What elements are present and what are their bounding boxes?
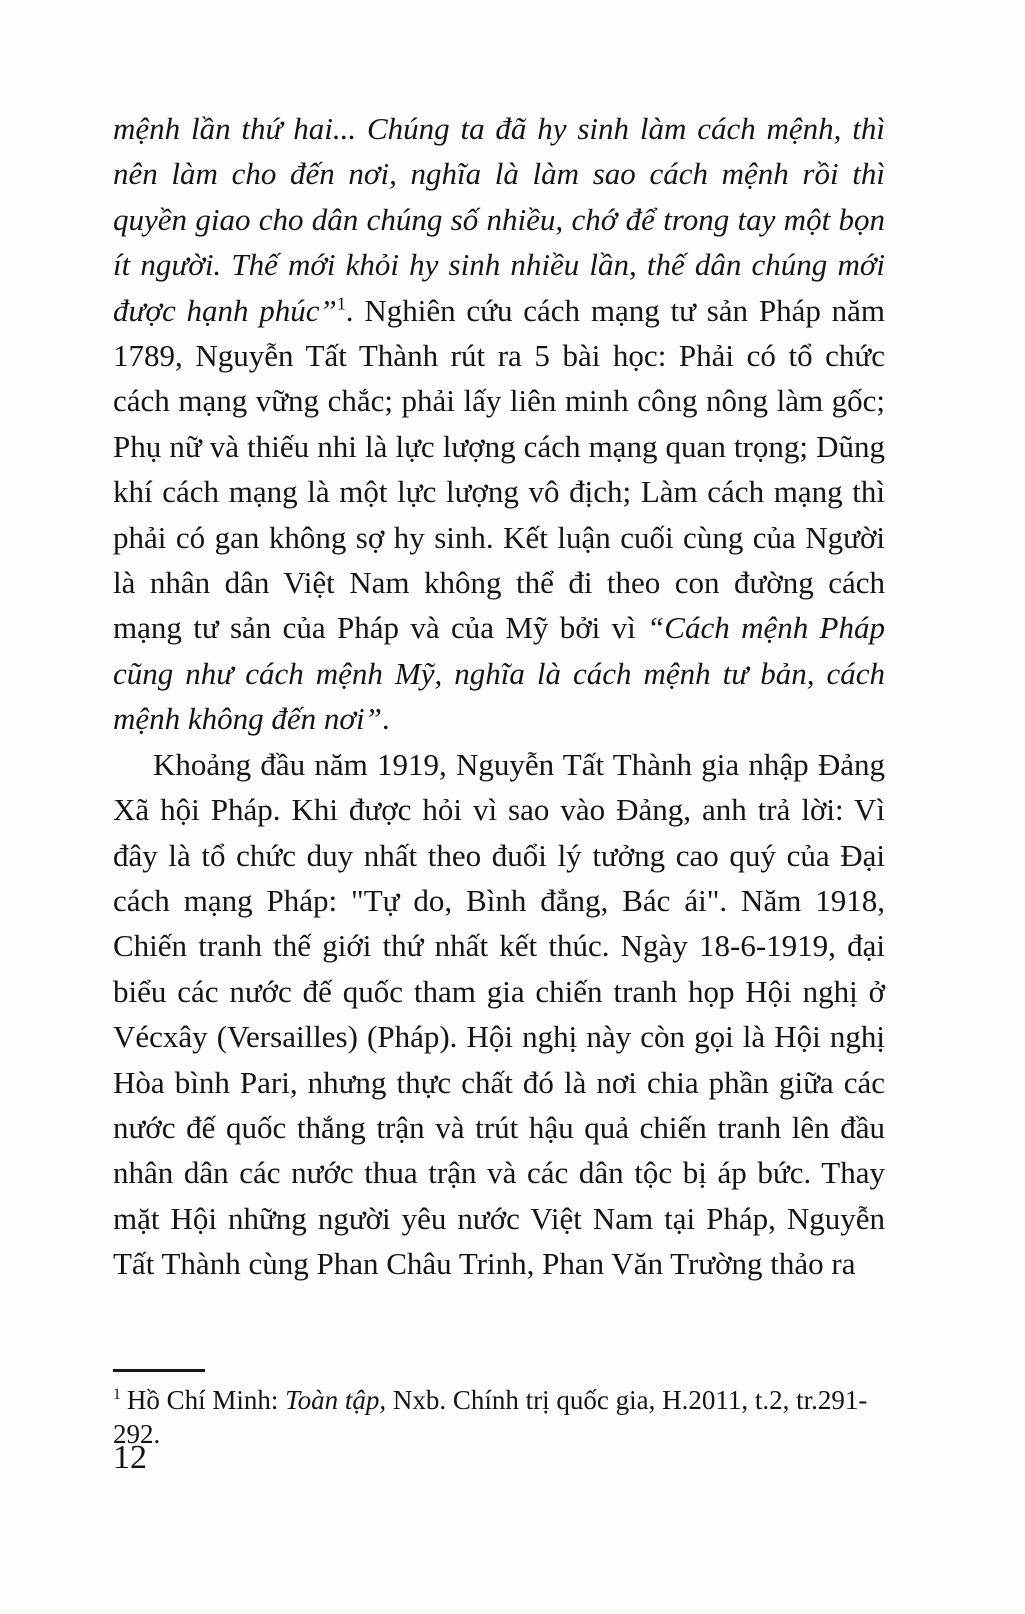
quotation-text: “Cách mệnh Pháp cũng như cách mệnh Mỹ, nghĩa là cách mệnh tư bản, cách mệnh không đến nơi”	[113, 610, 885, 737]
footnote	[113, 1383, 885, 1451]
footnote-area	[113, 1369, 885, 1451]
page-number: 12	[113, 1439, 147, 1476]
footnote-author: Hồ Chí Minh:	[126, 1385, 286, 1415]
footnote-reference-marker: 1	[336, 293, 346, 314]
body-text: .	[381, 701, 390, 737]
body-text: . Nghiên cứu cách mạng tư sản Pháp năm 1789, Nguyễn Tất Thành rút ra 5 bài học: Phải có tổ chức cách mạng vững chắc; phải lấy liên minh công nông làm gốc; Phụ nữ và thiếu nhi là lực lượng cách mạng quan trọng; Dũng khí cách mạng là một lực lượng vô địch; Làm cách mạng thì phải có gan không sợ hy sinh. Kết luận cuối cùng của Người là nhân dân Việt Nam không thể đi theo con đường cách mạng tư sản của Pháp và của Mỹ bởi vì	[113, 292, 885, 646]
body-text: Khoảng đầu năm 1919, Nguyễn Tất Thành gia nhập Đảng Xã hội Pháp. Khi được hỏi vì sao vào Đảng, anh trả lời: Vì đây là tổ chức duy nhất theo đuổi lý tưởng cao quý của Đại cách mạng Pháp: "Tự do, Bình đẳng, Bác ái". Năm 1918, Chiến tranh thế giới thứ nhất kết thúc. Ngày 18-6-1919, đại biểu các nước đế quốc tham gia chiến tranh họp Hội nghị ở Vécxây (Versailles) (Pháp). Hội nghị này còn gọi là Hội nghị Hòa bình Pari, nhưng thực chất đó là nơi chia phần giữa các nước đế quốc thắng trận và trút hậu quả chiến tranh lên đầu nhân dân các nước thua trận và các dân tộc bị áp bức. Thay mặt Hội những người yêu nước Việt Nam tại Pháp, Nguyễn Tất Thành cùng Phan Châu Trinh, Phan Văn Trường thảo ra	[113, 746, 885, 1282]
footnote-divider-rule	[113, 1369, 205, 1372]
paragraph	[113, 742, 885, 1287]
footnote-work-title: Toàn tập,	[285, 1385, 387, 1415]
quotation-text: mệnh lần thứ hai... Chúng ta đã hy sinh làm cách mệnh, thì nên làm cho đến nơi, nghĩa là làm sao cách mệnh rồi thì quyền giao cho dân chúng số nhiều, chớ để trong tay một bọn ít người. Thế mới khỏi hy sinh nhiều lần, thế dân chúng mới được hạnh phúc”	[113, 111, 885, 328]
paragraph-continued	[113, 106, 885, 742]
footnote-number: 1	[113, 1386, 121, 1403]
page-body	[113, 106, 885, 1287]
footnote-publication-info: Nxb. Chính trị quốc gia, H.2011, t.2, tr.291-292.	[113, 1385, 868, 1449]
